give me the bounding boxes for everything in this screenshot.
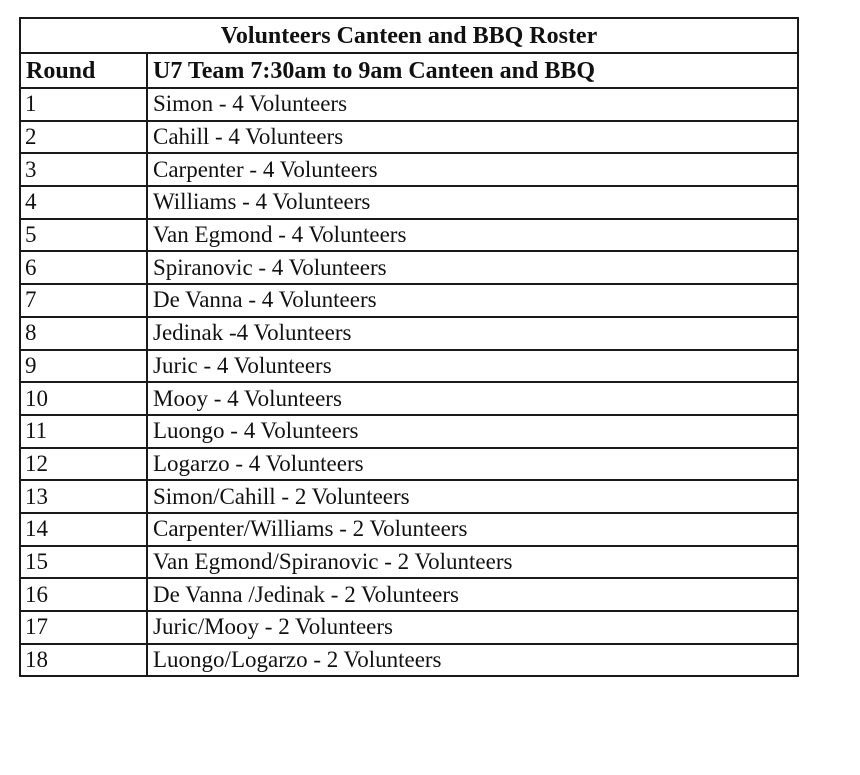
- round-number-cell: 1: [20, 88, 147, 121]
- round-number-cell: 18: [20, 644, 147, 677]
- roster-body: [20, 88, 798, 676]
- roster-table: [19, 17, 799, 677]
- team-assignment-cell: De Vanna /Jedinak - 2 Volunteers: [147, 578, 798, 611]
- round-number-cell: 10: [20, 382, 147, 415]
- team-assignment-cell: Simon - 4 Volunteers: [147, 88, 798, 121]
- team-assignment-cell: Luongo/Logarzo - 2 Volunteers: [147, 644, 798, 677]
- round-number-cell: 7: [20, 284, 147, 317]
- round-number-cell: 13: [20, 480, 147, 513]
- table-row: [20, 88, 798, 121]
- round-number-cell: 17: [20, 611, 147, 644]
- table-row: [20, 219, 798, 252]
- table-row: [20, 350, 798, 383]
- table-row: [20, 186, 798, 219]
- round-number-cell: 12: [20, 448, 147, 481]
- table-title: Volunteers Canteen and BBQ Roster: [20, 18, 798, 53]
- round-number-cell: 3: [20, 153, 147, 186]
- round-number-cell: 15: [20, 546, 147, 579]
- team-assignment-cell: Spiranovic - 4 Volunteers: [147, 251, 798, 284]
- team-assignment-cell: Mooy - 4 Volunteers: [147, 382, 798, 415]
- title-row: [20, 18, 798, 53]
- column-header-team: U7 Team 7:30am to 9am Canteen and BBQ: [147, 53, 798, 88]
- table-row: [20, 382, 798, 415]
- table-row: [20, 611, 798, 644]
- team-assignment-cell: Van Egmond - 4 Volunteers: [147, 219, 798, 252]
- table-row: [20, 578, 798, 611]
- table-row: [20, 317, 798, 350]
- team-assignment-cell: Luongo - 4 Volunteers: [147, 415, 798, 448]
- table-row: [20, 480, 798, 513]
- table-row: [20, 448, 798, 481]
- team-assignment-cell: Logarzo - 4 Volunteers: [147, 448, 798, 481]
- header-row: [20, 53, 798, 88]
- round-number-cell: 8: [20, 317, 147, 350]
- team-assignment-cell: Van Egmond/Spiranovic - 2 Volunteers: [147, 546, 798, 579]
- round-number-cell: 2: [20, 121, 147, 154]
- round-number-cell: 9: [20, 350, 147, 383]
- team-assignment-cell: Williams - 4 Volunteers: [147, 186, 798, 219]
- team-assignment-cell: Juric/Mooy - 2 Volunteers: [147, 611, 798, 644]
- team-assignment-cell: Jedinak -4 Volunteers: [147, 317, 798, 350]
- round-number-cell: 11: [20, 415, 147, 448]
- table-row: [20, 546, 798, 579]
- round-number-cell: 6: [20, 251, 147, 284]
- table-row: [20, 153, 798, 186]
- team-assignment-cell: Carpenter/Williams - 2 Volunteers: [147, 513, 798, 546]
- team-assignment-cell: Cahill - 4 Volunteers: [147, 121, 798, 154]
- column-header-round: Round: [20, 53, 147, 88]
- round-number-cell: 5: [20, 219, 147, 252]
- round-number-cell: 14: [20, 513, 147, 546]
- team-assignment-cell: Simon/Cahill - 2 Volunteers: [147, 480, 798, 513]
- table-row: [20, 415, 798, 448]
- table-row: [20, 513, 798, 546]
- round-number-cell: 4: [20, 186, 147, 219]
- table-row: [20, 644, 798, 677]
- round-number-cell: 16: [20, 578, 147, 611]
- team-assignment-cell: Juric - 4 Volunteers: [147, 350, 798, 383]
- team-assignment-cell: De Vanna - 4 Volunteers: [147, 284, 798, 317]
- table-row: [20, 121, 798, 154]
- table-row: [20, 284, 798, 317]
- team-assignment-cell: Carpenter - 4 Volunteers: [147, 153, 798, 186]
- table-row: [20, 251, 798, 284]
